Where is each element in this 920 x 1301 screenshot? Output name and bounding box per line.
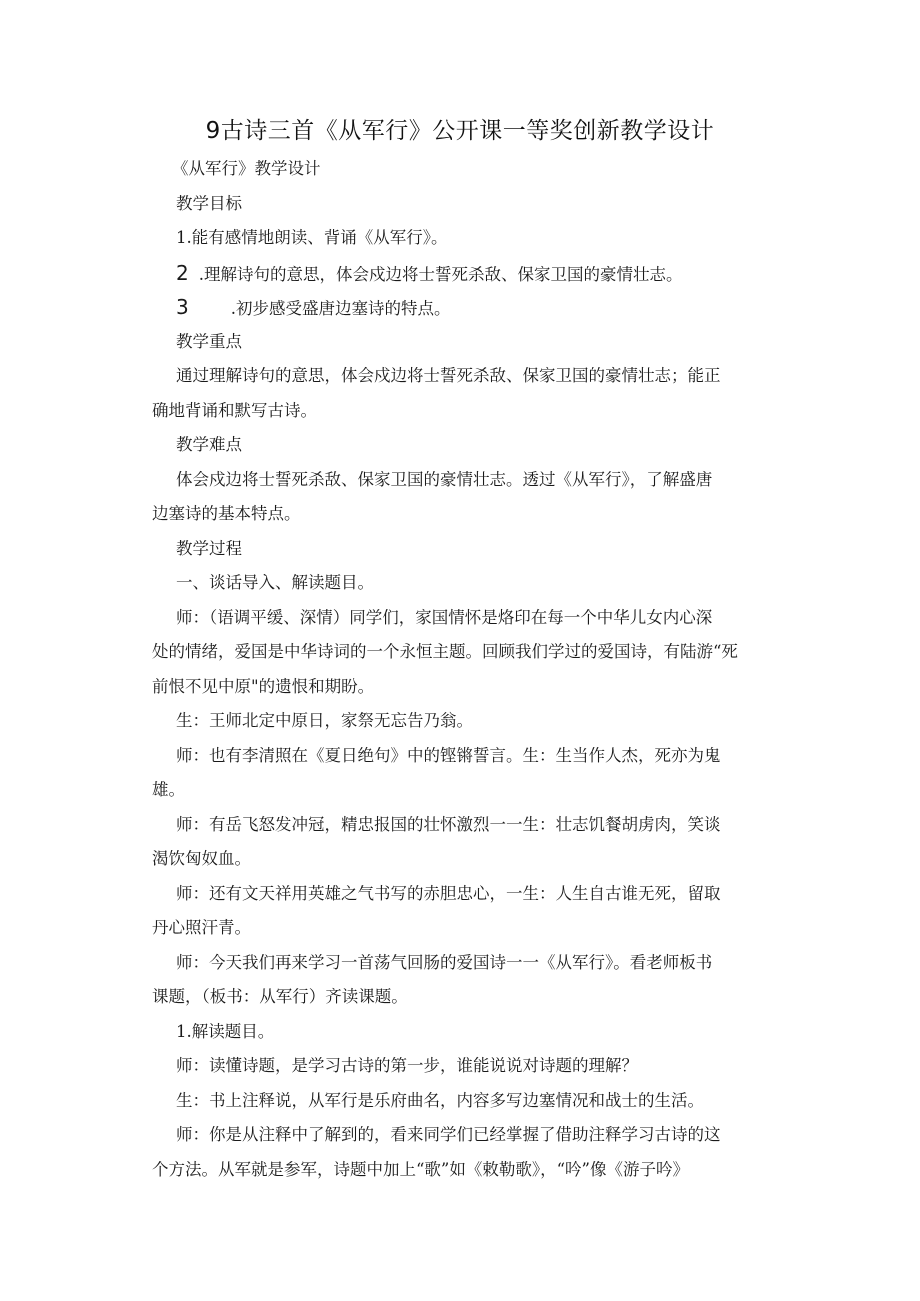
difficulties-line-2: 边塞诗的基本特点。 (152, 504, 301, 523)
paragraph-6-line-1: 师：今天我们再来学习一首荡气回肠的爱国诗一一《从军行》。看老师板书 (176, 952, 713, 972)
section-1-heading: 一、谈话导入、解读题目。 (176, 573, 374, 592)
subtitle: 《从军行》教学设计 (172, 159, 321, 178)
difficulties-heading: 教学难点 (176, 435, 242, 454)
objective-3 (176, 290, 790, 325)
document-body (152, 152, 790, 1187)
paragraph-3-line-2: 雄。 (152, 780, 185, 799)
key-points-line-1: 通过理解诗句的意思，体会戍边将士誓死杀敌、保家卫国的豪情壮志；能正 (176, 366, 721, 385)
objective-2-number: 2 (176, 260, 189, 285)
objective-2-text: .理解诗句的意思，体会戍边将士誓死杀敌、保家卫国的豪情壮志。 (198, 264, 683, 284)
paragraph-1-line-2: 处的情绪，爱国是中华诗词的一个永恒主题。回顾我们学过的爱国诗，有陆游“死 (152, 642, 738, 661)
paragraph-5-line-1: 师：还有文天祥用英雄之气书写的赤胆忠心，一生：人生自古谁无死，留取 (176, 883, 721, 903)
objective-1: 1.能有感情地朗读、背诵《从军行》。 (176, 228, 448, 247)
paragraph-1-line-3: 前恨不见中原"的遗恨和期盼。 (152, 676, 375, 696)
objective-3-number: 3 (176, 295, 189, 319)
key-points-line-2: 确地背诵和默写古诗。 (152, 400, 317, 420)
paragraph-5-line-2: 丹心照汗青。 (152, 918, 251, 937)
paragraph-1-line-1: 师：（语调平缓、深情）同学们，家国情怀是烙印在每一个中华儿女内心深 (176, 607, 713, 627)
document-title: 9古诗三首《从军行》公开课一等奖创新教学设计 (205, 118, 715, 144)
subsection-1-heading: 1.解读题目。 (176, 1021, 275, 1041)
process-heading: 教学过程 (176, 538, 242, 558)
objective-2 (176, 256, 790, 291)
paragraph-9-line-2: 个方法。从军就是参军，诗题中加上“歌”如《敕勒歌》，“吟”像《游子吟》 (152, 1159, 689, 1179)
paragraph-6-line-2: 课题，（板书：从军行）齐读课题。 (152, 987, 408, 1006)
paragraph-8: 生：书上注释说，从军行是乐府曲名，内容多写边塞情况和战士的生活。 (176, 1090, 704, 1110)
paragraph-3-line-1: 师：也有李清照在《夏日绝句》中的铿锵誓言。生：生当作人杰，死亦为鬼 (176, 745, 721, 765)
difficulties-line-1: 体会戍边将士誓死杀敌、保家卫国的豪情壮志。透过《从军行》，了解盛唐 (176, 469, 713, 489)
paragraph-9-line-1: 师：你是从注释中了解到的，看来同学们已经掌握了借助注释学习古诗的这 (176, 1125, 721, 1144)
paragraph-2: 生：王师北定中原日，家祭无忘告乃翁。 (176, 711, 473, 730)
paragraph-4-line-2: 渴饮匈奴血。 (152, 849, 251, 868)
paragraph-4-line-1: 师：有岳飞怒发冲冠，精忠报国的壮怀激烈一一生：壮志饥餐胡虏肉，笑谈 (176, 814, 721, 834)
objective-3-text: .初步感受盛唐边塞诗的特点。 (230, 299, 451, 318)
objectives-heading: 教学目标 (176, 193, 242, 213)
paragraph-7: 师：读懂诗题，是学习古诗的第一步，谁能说说对诗题的理解？ (176, 1056, 638, 1075)
key-points-heading: 教学重点 (176, 331, 242, 351)
